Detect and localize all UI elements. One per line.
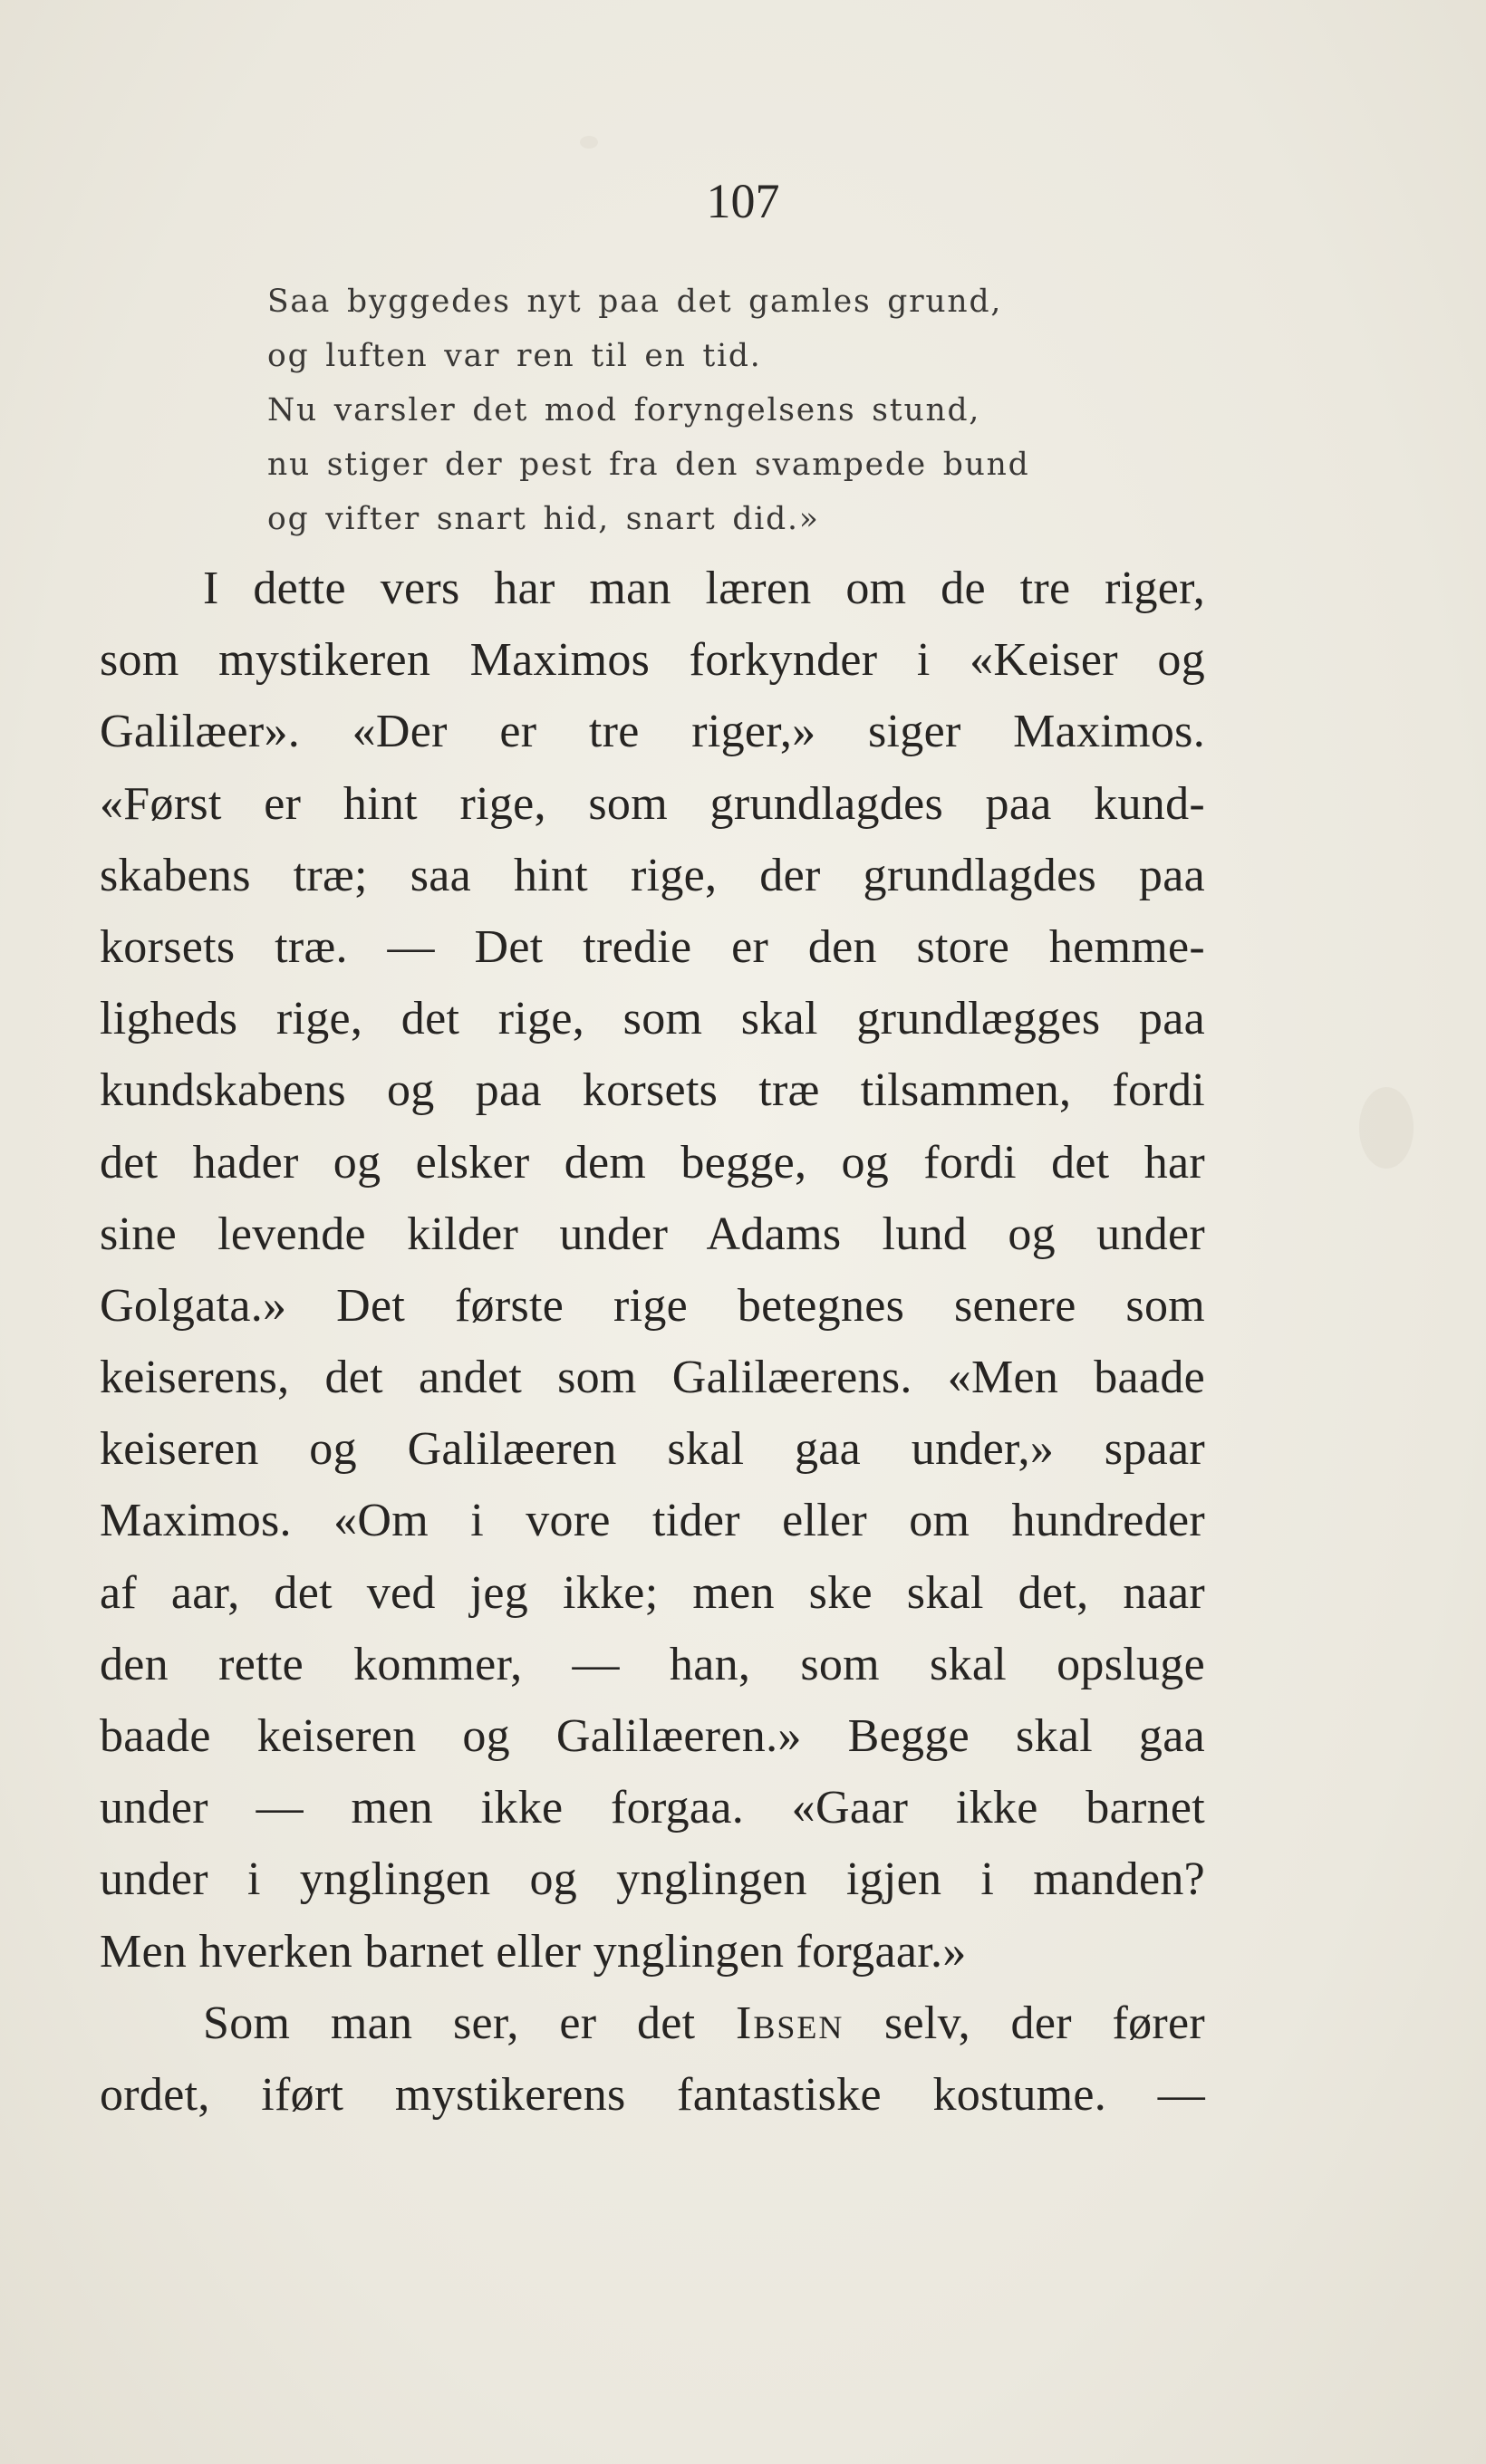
text-line: det hader og elsker dem begge, og fordi det har bbox=[100, 1136, 1205, 1189]
text-line: kundskabens og paa korsets træ tilsammen, fordi bbox=[100, 1064, 1205, 1117]
text-fragment: Som man ser, er det bbox=[203, 1997, 696, 2049]
paper-stain bbox=[580, 136, 598, 149]
text-line: den rette kommer, — han, som skal opsluge bbox=[100, 1638, 1205, 1690]
verse-line: og luften var ren til en tid. bbox=[267, 338, 762, 374]
text-line: ligheds rige, det rige, som skal grundlægges paa bbox=[100, 993, 1205, 1045]
text-line: sine levende kilder under Adams lund og under bbox=[100, 1208, 1205, 1260]
text-line: Men hverken barnet eller ynglingen forgaar.» bbox=[100, 1925, 967, 1978]
body-text bbox=[100, 553, 1205, 2131]
verse-line: Nu varsler det mod foryngelsens stund, bbox=[267, 392, 981, 428]
text-line: I dette vers har man læren om de tre riger, bbox=[203, 563, 1205, 614]
text-line: under — men ikke forgaa. «Gaar ikke barnet bbox=[100, 1782, 1205, 1834]
text-line: keiserens, det andet som Galilæerens. «Men baade bbox=[100, 1352, 1205, 1404]
text-line: skabens træ; saa hint rige, der grundlagdes paa bbox=[100, 849, 1205, 901]
text-line: «Først er hint rige, som grundlagdes paa kund- bbox=[100, 777, 1205, 830]
paper-stain bbox=[1359, 1087, 1414, 1169]
text-line: baade keiseren og Galilæeren.» Begge skal gaa bbox=[100, 1710, 1205, 1762]
text-line: af aar, det ved jeg ikke; men ske skal det, naar bbox=[100, 1566, 1205, 1619]
text-line: keiseren og Galilæeren skal gaa under,» spaar bbox=[100, 1423, 1205, 1476]
verse-block bbox=[267, 274, 1173, 546]
verse-line: og vifter snart hid, snart did.» bbox=[267, 501, 820, 537]
text-line: Maximos. «Om i vore tider eller om hundreder bbox=[100, 1495, 1205, 1547]
text-line: korsets træ. — Det tredie er den store hemme- bbox=[100, 920, 1205, 973]
text-line: under i ynglingen og ynglingen igjen i manden? bbox=[100, 1853, 1205, 1906]
page-number: 107 bbox=[706, 174, 780, 228]
text-fragment: selv, der fører bbox=[884, 1997, 1205, 2049]
verse-line: Saa byggedes nyt paa det gamles grund, bbox=[267, 284, 1003, 320]
author-name: Ibsen bbox=[736, 1997, 844, 2049]
text-line: Galilæer». «Der er tre riger,» siger Maximos. bbox=[100, 706, 1205, 758]
text-line: Golgata.» Det første rige betegnes senere som bbox=[100, 1279, 1205, 1332]
text-line: ordet, iført mystikerens fantastiske kostume. — bbox=[100, 2068, 1205, 2121]
text-line bbox=[100, 1988, 1205, 2059]
text-line: som mystikeren Maximos forkynder i «Keiser og bbox=[100, 634, 1205, 687]
verse-line: nu stiger der pest fra den svampede bund bbox=[267, 447, 1030, 483]
